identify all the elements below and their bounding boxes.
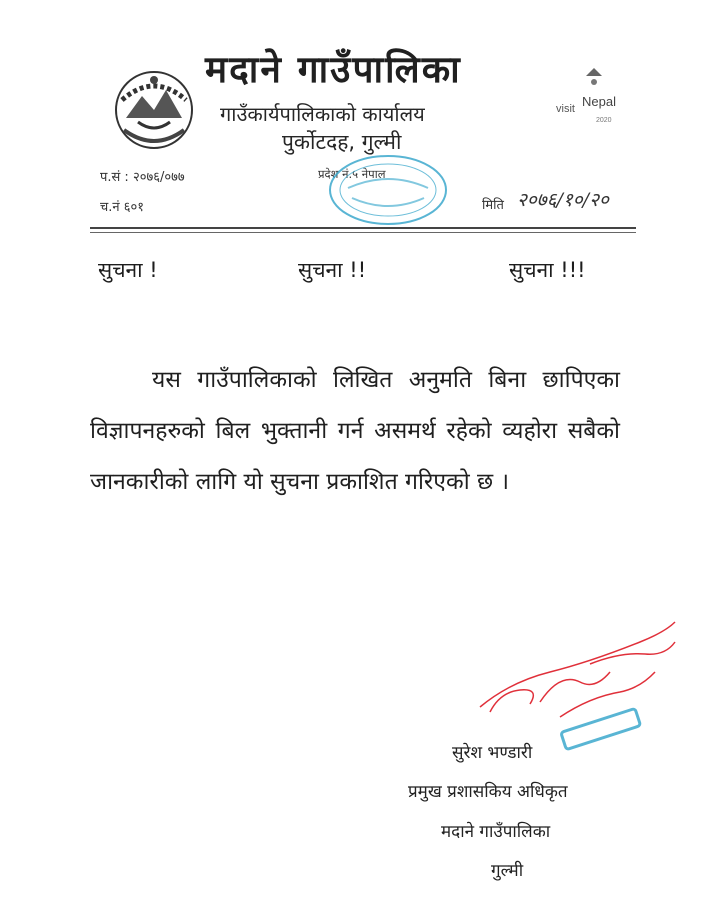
- province-text: प्रदेश नं.५ नेपाल: [318, 167, 386, 181]
- notice-heading-3: सुचना !!!: [509, 258, 586, 282]
- signatory-name: सुरेश भण्डारी: [452, 743, 533, 763]
- nepal-text: Nepal: [582, 94, 616, 109]
- year-text: 2020: [596, 117, 612, 124]
- signatory-district: गुल्मी: [491, 861, 524, 881]
- notice-body: यस गाउँपालिकाको लिखित अनुमति बिना छापिएका विज्ञापनहरुको बिल भुक्तानी गर्न असमर्थ रहेको व्यहोरा सबैको जानकारीको लागि यो सुचना प्रकाशित गरिएको छ ।: [90, 367, 620, 495]
- office-stamp: [318, 150, 448, 230]
- visit-text: visit: [556, 103, 575, 115]
- reference-number: प.सं : २०७६/०७७: [100, 170, 185, 185]
- notice-heading-1: सुचना !: [98, 258, 158, 282]
- office-title: मदाने गाउँपालिका: [205, 48, 462, 91]
- notice-heading-2: सुचना !!: [298, 258, 367, 282]
- dispatch-number: च.नं ६०१: [100, 200, 145, 215]
- header-divider-thin: [90, 232, 636, 233]
- visit-nepal-logo: [548, 66, 644, 130]
- header-divider: [90, 227, 636, 229]
- date-value: २०७६/१०/२०: [517, 189, 609, 211]
- nepal-emblem-logo: [108, 60, 200, 152]
- signatory-office: मदाने गाउँपालिका: [441, 822, 551, 842]
- officer-stamp: [556, 700, 646, 760]
- signatory-designation: प्रमुख प्रशासकिय अधिकृत: [408, 782, 568, 802]
- office-subtitle: गाउँकार्यपालिकाको कार्यालय: [220, 102, 425, 126]
- office-location: पुर्कोटदह, गुल्मी: [282, 130, 402, 154]
- date-label: मिति: [482, 198, 504, 213]
